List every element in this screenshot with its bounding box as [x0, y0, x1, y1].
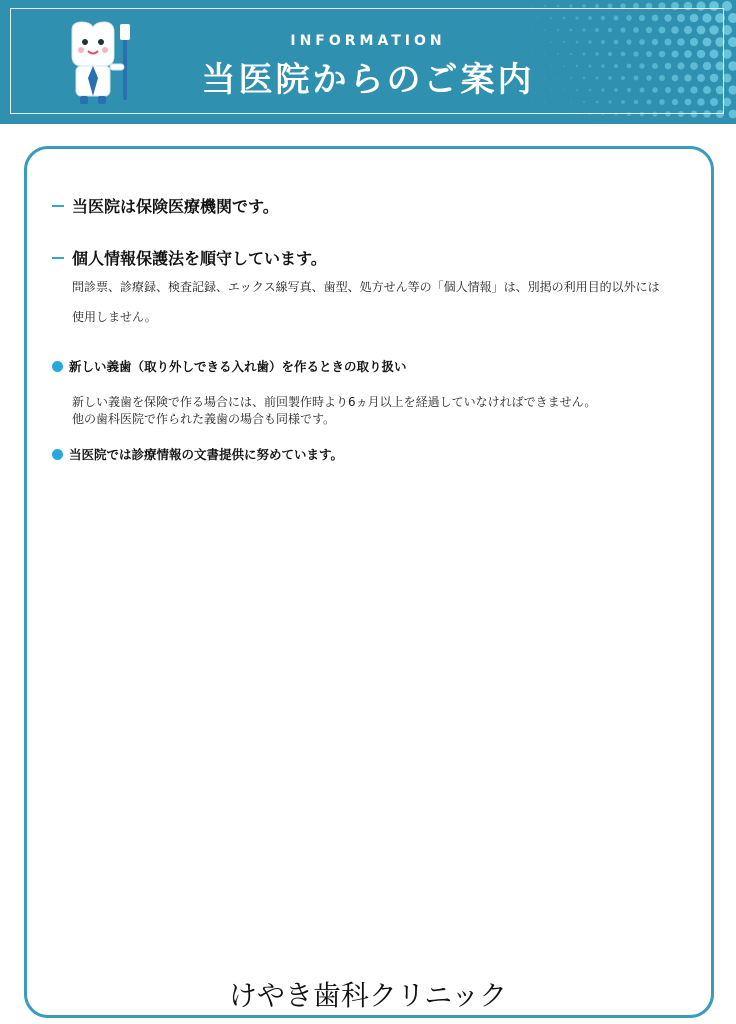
bullet-heading-dentures	[52, 357, 407, 375]
section-heading-text: 当医院は保険医療機関です。	[72, 197, 279, 216]
bullet-dot	[52, 449, 63, 460]
section-heading-insurance	[52, 194, 279, 217]
dash-marker	[52, 205, 64, 207]
privacy-paragraph: 問診票、診療録、検査記録、エックス線写真、歯型、処方せん等の「個人情報」は、別掲の利用目的以外には使用しません。	[72, 280, 660, 324]
page-title: 当医院からのご案内	[201, 60, 535, 100]
dash-marker	[52, 257, 64, 259]
bullet-heading-document	[52, 445, 343, 463]
clinic-name: けやき歯科クリニック	[228, 979, 508, 1012]
bullet-heading-text: 当医院では診療情報の文書提供に努めています。	[69, 447, 344, 462]
paragraph-line: 新しい義歯を保険で作る場合には、前回製作時より6ヵ月以上を経過していなければできません。	[72, 395, 597, 409]
header-banner	[0, 0, 736, 124]
header-subtitle: INFORMATION	[290, 33, 446, 49]
dentures-paragraph	[72, 394, 672, 428]
bullet-heading-text: 新しい義歯（取り外しできる入れ歯）を作るときの取り扱い	[69, 359, 407, 374]
paragraph-line: 他の歯科医院で作られた義歯の場合も同様です。	[72, 412, 336, 426]
section-heading-privacy	[52, 246, 327, 269]
bullet-dot	[52, 361, 63, 372]
section-heading-text: 個人情報保護法を順守しています。	[72, 249, 327, 268]
